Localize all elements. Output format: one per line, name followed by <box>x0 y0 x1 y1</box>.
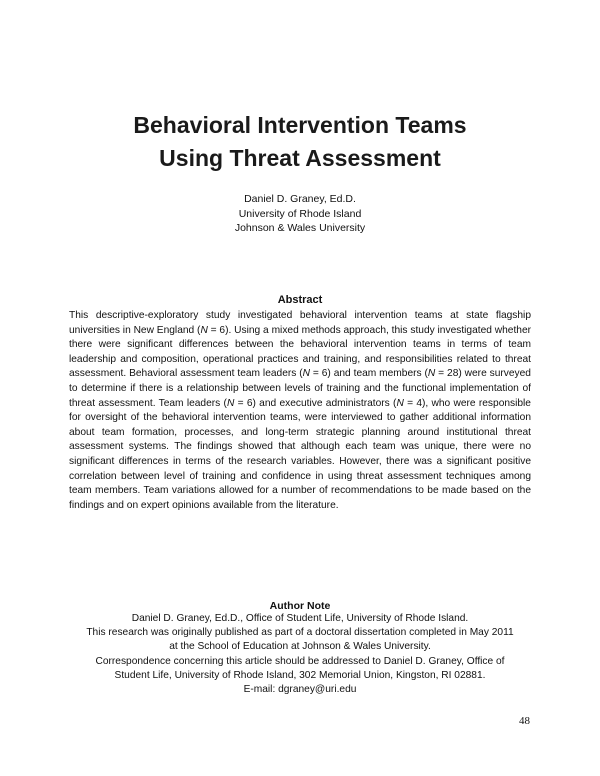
author-affiliation-1: University of Rhode Island <box>238 207 362 220</box>
author-note-body <box>60 612 540 697</box>
abstract-n-symbol: N <box>302 368 310 380</box>
author-note-line: at the School of Education at Johnson & Wales University. <box>169 641 431 653</box>
abstract-n-symbol: N <box>200 324 208 336</box>
abstract-n-symbol: N <box>427 368 436 380</box>
author-note-heading: Author Note <box>269 600 331 612</box>
author-block <box>100 192 500 236</box>
title-line-2: Using Threat Assessment <box>159 145 441 171</box>
abstract-text: = 6) and team members ( <box>310 368 428 380</box>
abstract-body <box>69 309 531 513</box>
abstract-text: This descriptive-exploratory study investigated behavioral intervention teams at state flagship universities in New England ( <box>69 310 531 336</box>
author-affiliation-2: Johnson & Wales University <box>234 222 366 234</box>
abstract-text: = 28) were surveyed to determine if there is a relationship between levels of training and the functional implementation of threat assessment. Team leaders ( <box>69 368 531 409</box>
page-number: 48 <box>519 715 530 727</box>
author-note-line: Student Life, University of Rhode Island, 302 Memorial Union, Kingston, RI 02881. <box>114 669 486 681</box>
abstract-text: = 6). Using a mixed methods approach, this study investigated whether there were significant differences between the behavioral intervention teams in terms of team leadership and composition, operational practices and training, and responsibilities related to threat assessment. Behavioral assessment team leaders ( <box>69 324 532 380</box>
paper-title <box>60 109 540 175</box>
abstract-text: = 4), who were responsible for oversight of the behavioral intervention teams, were interviewed to gather additional information about team formation, processes, and long-term strategic planning around institutional threat assessment systems. The findings showed that although each team was unique, there were no significant differences in terms of the research variables. However, there was a significant positive correlation between level of training and confidence in using threat assessment techniques among team members. Team variations allowed for a number of recommendations to be made based on the findings and on expert opinions available from the literature. <box>69 397 531 511</box>
abstract-text: = 6) and executive administrators ( <box>234 397 397 409</box>
author-note-line: This research was originally published as part of a doctoral dissertation completed in May 2011 <box>86 627 514 639</box>
abstract-n-symbol: N <box>226 397 235 409</box>
abstract-n-symbol: N <box>396 397 404 409</box>
title-line-1: Behavioral Intervention Teams <box>133 112 467 138</box>
author-email: E-mail: dgraney@uri.edu <box>243 684 357 696</box>
author-name: Daniel D. Graney, Ed.D. <box>244 193 356 205</box>
abstract-heading: Abstract <box>277 294 323 306</box>
author-note-line: Correspondence concerning this article should be addressed to Daniel D. Graney, Office of <box>95 655 505 667</box>
author-note-line: Daniel D. Graney, Ed.D., Office of Student Life, University of Rhode Island. <box>131 613 469 624</box>
